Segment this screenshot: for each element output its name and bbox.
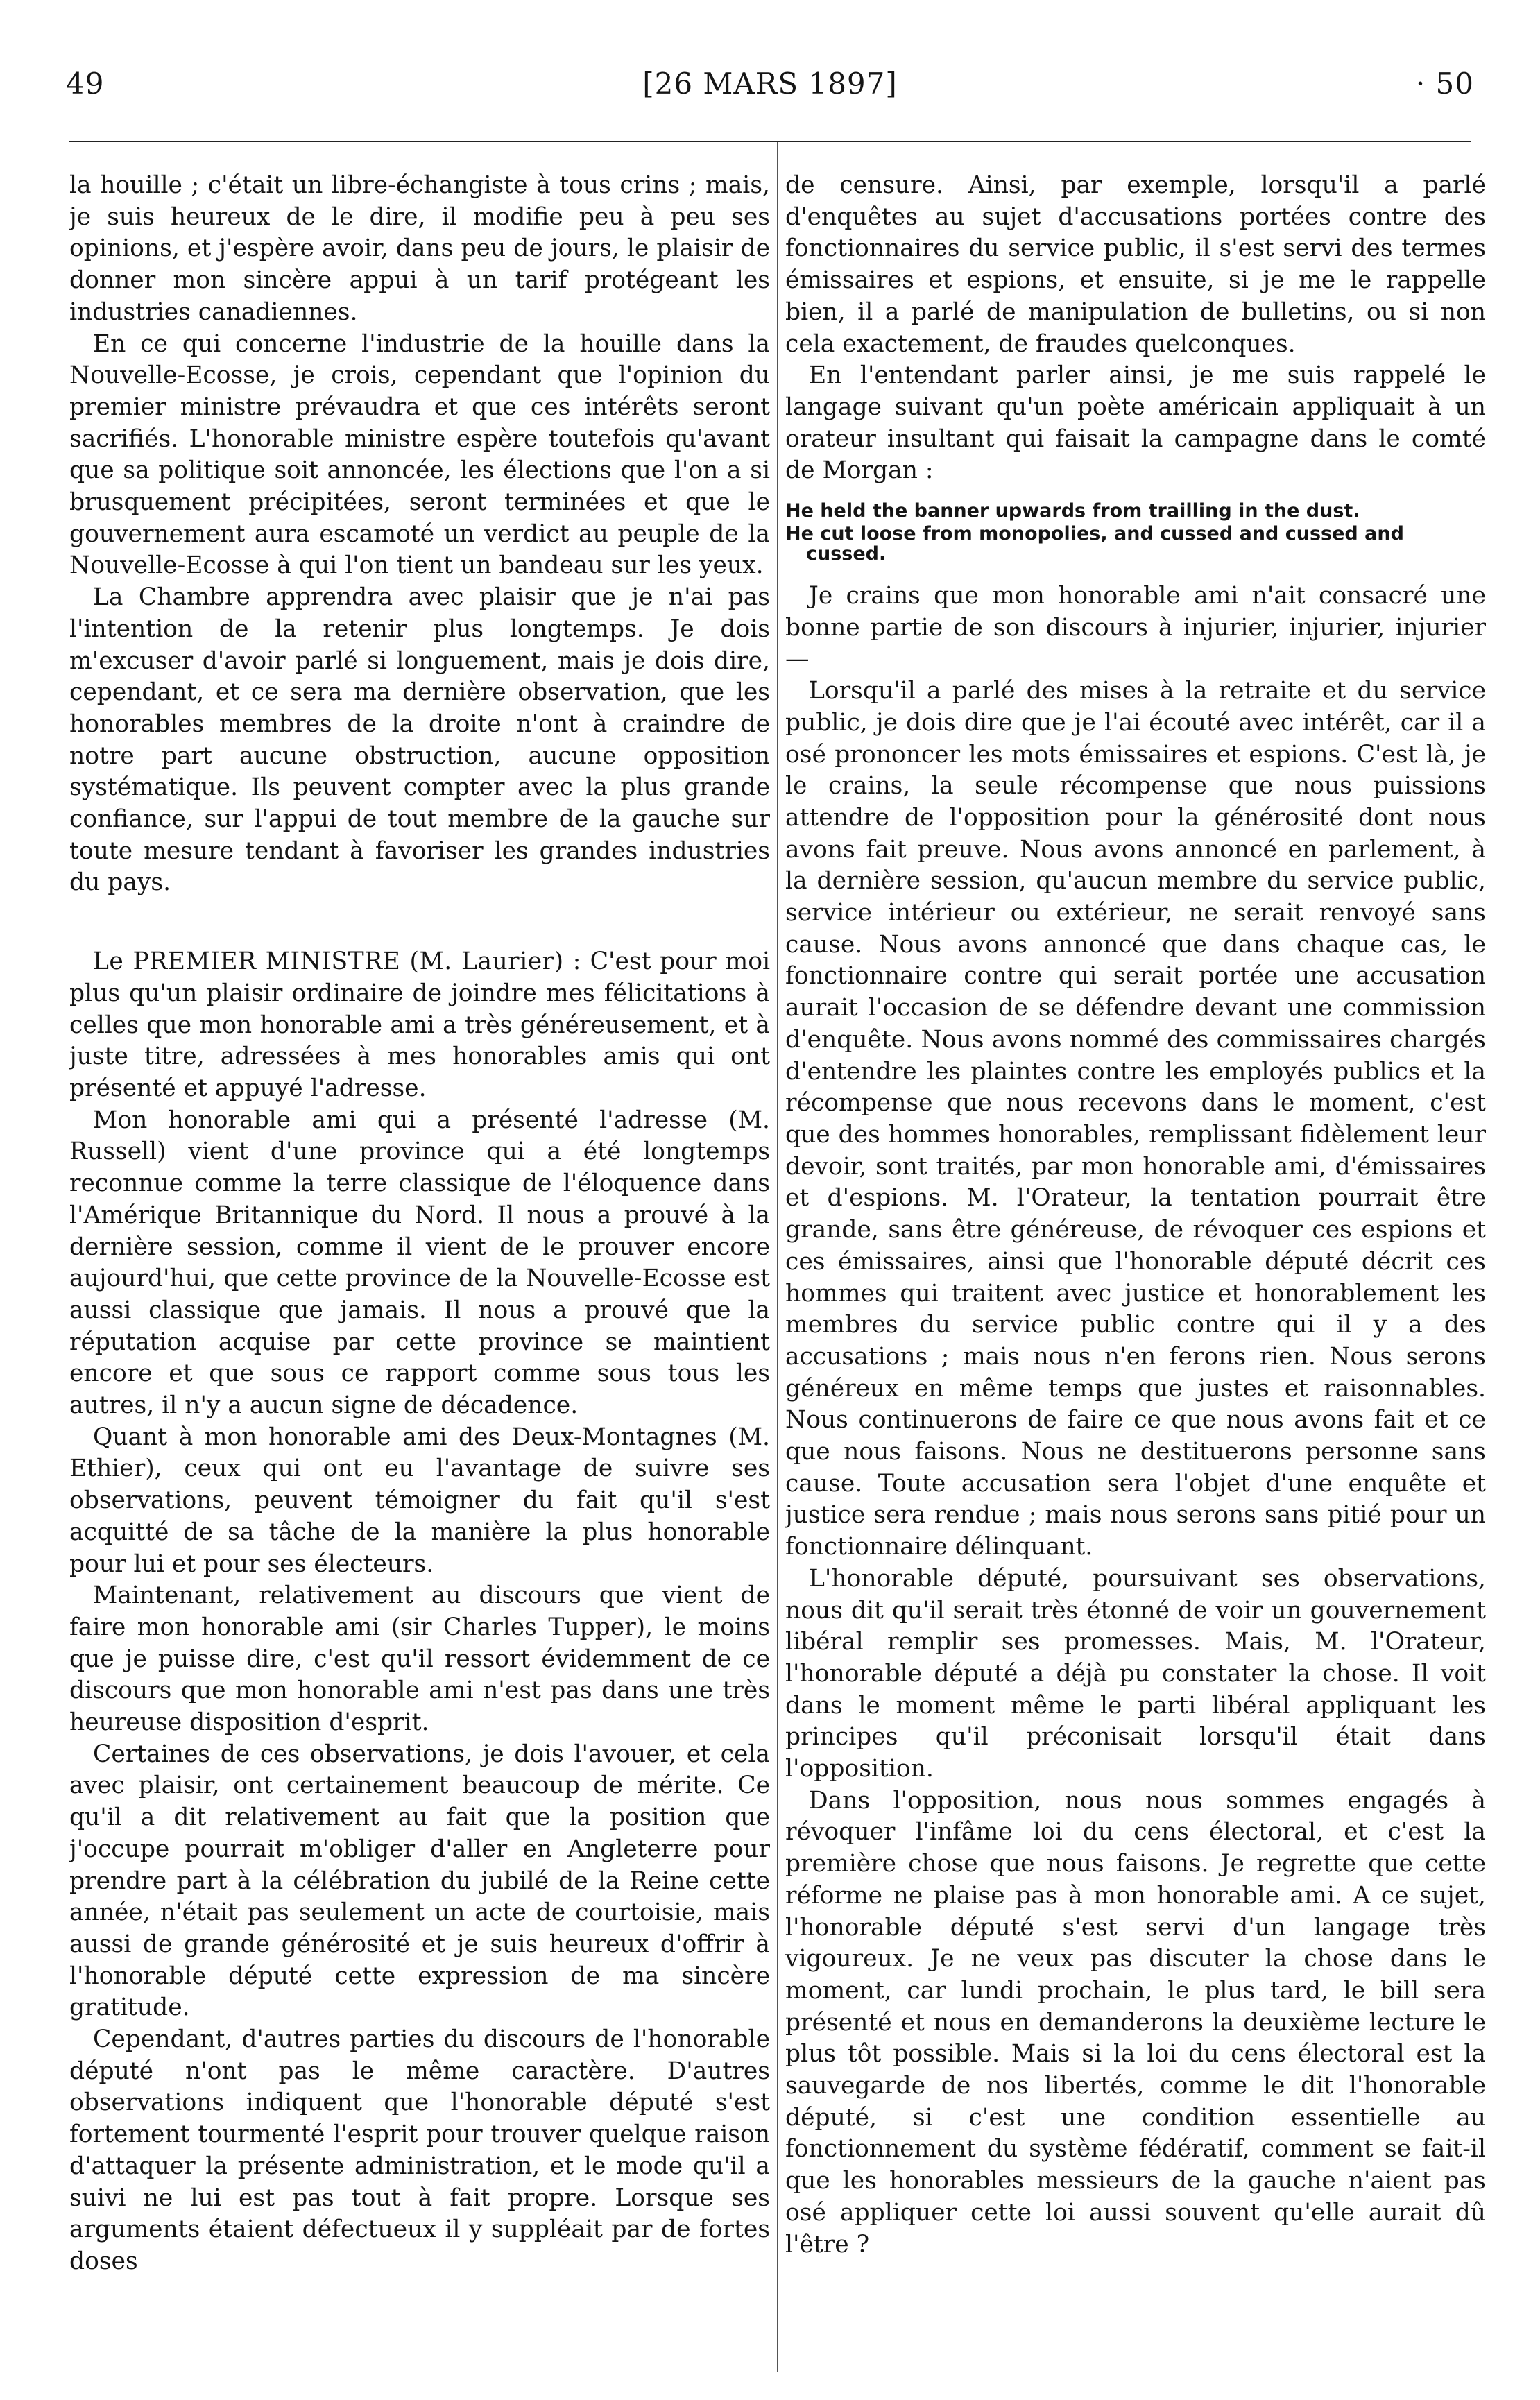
verse-line: He cut loose from monopolies, and cussed and cussed and cussed. <box>785 523 1404 565</box>
column-divider <box>777 142 778 2372</box>
paragraph: En l'entendant parler ainsi, je me suis rappelé le langage suivant qu'un poète américain appliquait à un orateur insultant qui faisait la campagne dans le comté de Morgan : <box>785 361 1486 485</box>
right-column <box>785 170 1486 2369</box>
paragraph: Quant à mon honorable ami des Deux-Montagnes (M. Ethier), ceux qui ont eu l'avantage de suivre ses observations, peuvent témoigner du fait qu'il s'est acquitté de sa tâche de la manière la plus honorable pour lui et pour ses électeurs. <box>69 1423 770 1578</box>
paragraph: Cependant, d'autres parties du discours de l'honorable député n'ont pas le même caractère. D'autres observations indiquent que l'honorable député s'est fortement tourmenté l'esprit pour trouver quelque raison d'attaquer la présente administration, et le mode qu'il a suivi ne lui est pas tout à fait propre. Lorsque ses arguments étaient défectueux il y suppléait par de fortes doses <box>69 2025 770 2275</box>
verse-line: He held the banner upwards from trailling in the dust. <box>785 500 1360 522</box>
paragraph: de censure. Ainsi, par exemple, lorsqu'il a parlé d'enquêtes au sujet d'accusations portées contre des fonctionnaires du service public, il s'est servi des termes émissaires et espions, et ensuite, si je me le rappelle bien, il a parlé de manipulation de bulletins, ou si non cela exactement, de fraudes quelconques. <box>785 171 1486 358</box>
verse-quote <box>785 501 1486 564</box>
speech-text: C'est pour moi plus qu'un plaisir ordinaire de joindre mes félicitations à celles que mon honorable ami a très généreusement, et à juste titre, adressées à mes honorables amis qui ont présenté et appuyé l'adresse. <box>69 948 770 1102</box>
paragraph: la houille ; c'était un libre-échangiste à tous crins ; mais, je suis heureux de le dire, il modifie peu à peu ses opinions, et j'espère avoir, dans peu de jours, le plaisir de donner mon sincère appui à un tarif protégeant les industries canadiennes. <box>69 171 770 326</box>
page-header <box>0 0 1540 139</box>
paragraph: La Chambre apprendra avec plaisir que je n'ai pas l'intention de la retenir plus longtemps. Je dois m'excuser d'avoir parlé si longuement, mais je dois dire, cependant, et ce sera ma dernière observation, que les honorables membres de la droite n'ont à craindre de notre part aucune obstruction, aucune opposition systématique. Ils peuvent compter avec la plus grande confiance, sur l'appui de tout membre de la gauche sur toute mesure tendant à favoriser les grandes industries du pays. <box>69 583 770 897</box>
right-page-number: · 50 <box>1415 67 1474 101</box>
paragraph: Je crains que mon honorable ami n'ait consacré une bonne partie de son discours à injurier, injurier, injurier— <box>785 582 1486 674</box>
page-date: [26 MARS 1897] <box>642 67 898 101</box>
paragraph: Maintenant, relativement au discours que vient de faire mon honorable ami (sir Charles Tupper), le moins que je puisse dire, c'est qu'il ressort évidemment de ce discours que mon honorable ami n'est pas dans une très heureuse disposition d'esprit. <box>69 1582 770 1737</box>
paragraph: Mon honorable ami qui a présenté l'adresse (M. Russell) vient d'une province qui a été longtemps reconnue comme la terre classique de l'éloquence dans l'Amérique Britannique du Nord. Il nous a prouvé à la dernière session, comme il vient de le prouver encore aujourd'hui, que cette province de la Nouvelle-Ecosse est aussi classique que jamais. Il nous a prouvé que la réputation acquise par cette province se maintient encore et que sous ce rapport comme sous tous les autres, il n'y a aucun signe de décadence. <box>69 1106 770 1420</box>
left-page-number: 49 <box>66 67 105 101</box>
speech-paragraph <box>69 946 770 1105</box>
paragraph: Certaines de ces observations, je dois l'avouer, et cela avec plaisir, ont certainement beaucoup de mérite. Ce qu'il a dit relativement au fait que la position que j'occupe pourrait m'obliger d'aller en Angleterre pour prendre part à la célébration du jubilé de la Reine cette année, n'était pas seulement un acte de courtoisie, mais aussi de grande générosité et je suis heureux d'offrir à l'honorable député cette expression de ma sincère gratitude. <box>69 1740 770 2022</box>
paragraph: Dans l'opposition, nous nous sommes engagés à révoquer l'infâme loi du cens électoral, et c'est la première chose que nous faisons. Je regrette que cette réforme ne plaise pas à mon honorable ami. A ce sujet, l'honorable député s'est servi d'un langage très vigoureux. Je ne veux pas discuter la chose dans le moment, car lundi prochain, le plus tard, le bill sera présenté et nous en demanderons la deuxième lecture le plus tôt possible. Mais si la loi du cens électoral est la sauvegarde de nos libertés, comme le dit l'honorable député, si c'est une condition essentielle au fonctionnement du système fédératif, comment se fait-il que les honorables messieurs de la gauche n'aient pas osé appliquer cette loi aussi souvent qu'elle aurait dû l'être ? <box>785 1786 1486 2258</box>
paragraph: L'honorable député, poursuivant ses observations, nous dit qu'il serait très étonné de voir un gouvernement libéral remplir ses promesses. Mais, M. l'Orateur, l'honorable député a déjà pu constater la chose. Il voit dans le moment même le parti libéral appliquant les principes qu'il préconisait lorsqu'il était dans l'opposition. <box>785 1564 1486 1783</box>
paragraph: En ce qui concerne l'industrie de la houille dans la Nouvelle-Ecosse, je crois, cependant que l'opinion du premier ministre prévaudra et que ces intérêts seront sacrifiés. L'honorable ministre espère toutefois qu'avant que sa politique soit annoncée, les élections que l'on a si brusquement précipitées, seront terminées et que le gouvernement aura escamoté un verdict au peuple de la Nouvelle-Ecosse à qui l'on tient un bandeau sur les yeux. <box>69 329 770 580</box>
header-rule <box>69 139 1471 142</box>
left-column <box>69 170 770 2369</box>
speaker-name: Le PREMIER MINISTRE (M. Laurier) : <box>93 948 581 976</box>
paragraph: Lorsqu'il a parlé des mises à la retraite et du service public, je dois dire que je l'ai écouté avec intérêt, car il a osé prononcer les mots émissaires et espions. C'est là, je le crains, la seule récompense que nous puissions attendre de l'opposition pour la générosité dont nous avons fait preuve. Nous avons annoncé en parlement, à la dernière session, qu'aucun membre du service public, service intérieur ou extérieur, ne serait renvoyé sans cause. Nous avons annoncé que dans chaque cas, le fonctionnaire contre qui serait portée une accusation aurait l'occasion de se défendre devant une commission d'enquête. Nous avons nommé des commissaires chargés d'entendre les plaintes contre les employés publics et la récompense que nous recevons dans le moment, c'est que des hommes honorables, remplissant fidèlement leur devoir, sont traités, par mon honorable ami, d'émissaires et d'espions. M. l'Orateur, la tentation pourrait être grande, sans être généreuse, de révoquer ces espions et ces émissaires, ainsi que l'honorable député décrit ces hommes qui traitent avec justice et honorablement les membres du service public contre qui il y a des accusations ; mais nous n'en ferons rien. Nous serons généreux en même temps que justes et raisonnables. Nous continuerons de faire ce que nous avons fait et ce que nous faisons. Nous ne destituerons personne sans cause. Toute accusation sera l'objet d'une enquête et justice sera rendue ; mais nous serons sans pitié pour un fonctionnaire délinquant. <box>785 677 1486 1561</box>
